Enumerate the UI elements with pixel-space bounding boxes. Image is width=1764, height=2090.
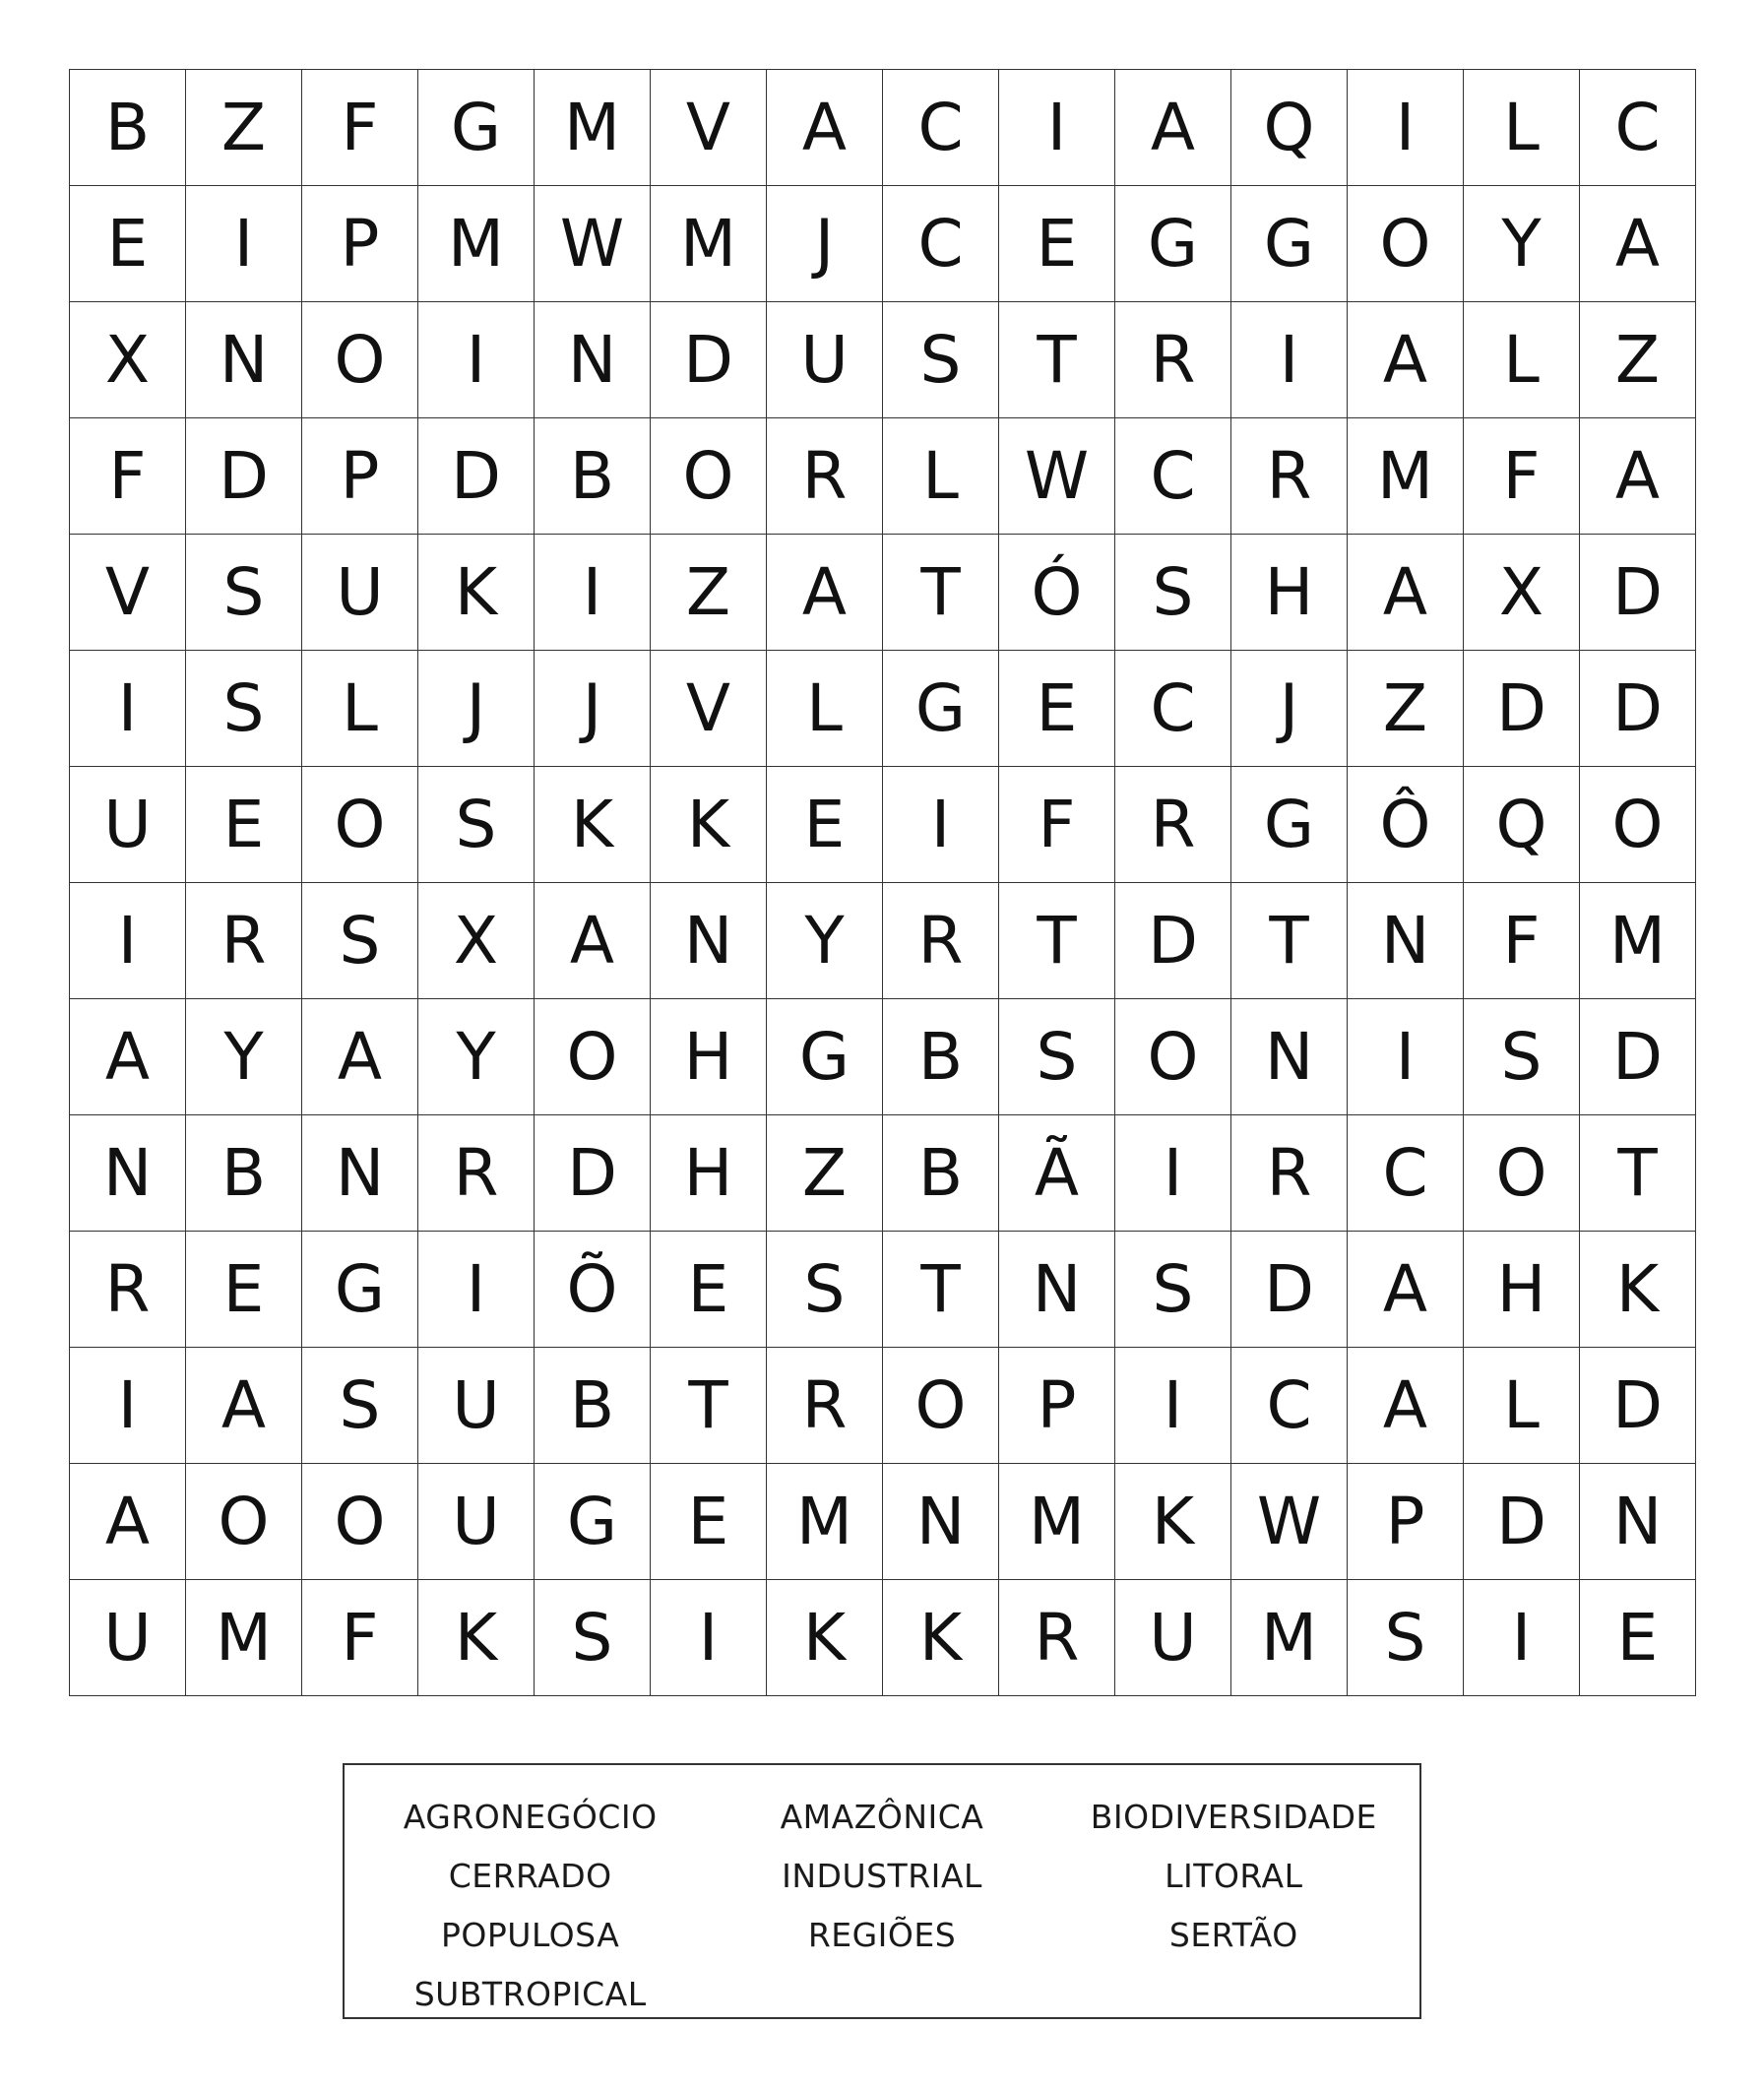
grid-cell[interactable]: F xyxy=(302,70,418,186)
grid-cell[interactable]: O xyxy=(883,1348,999,1464)
grid-cell[interactable]: N xyxy=(70,1115,186,1232)
grid-cell[interactable]: P xyxy=(999,1348,1115,1464)
grid-cell[interactable]: Y xyxy=(767,883,883,999)
grid-cell[interactable]: C xyxy=(883,186,999,302)
grid-cell[interactable]: D xyxy=(186,418,302,535)
grid-cell[interactable]: Y xyxy=(186,999,302,1115)
grid-cell[interactable]: J xyxy=(535,651,651,767)
grid-cell[interactable]: O xyxy=(302,767,418,883)
grid-cell[interactable]: V xyxy=(651,651,767,767)
grid-cell[interactable]: S xyxy=(1464,999,1580,1115)
grid-cell[interactable]: I xyxy=(70,651,186,767)
grid-cell[interactable]: D xyxy=(535,1115,651,1232)
grid-cell[interactable]: O xyxy=(302,1464,418,1580)
grid-cell[interactable]: D xyxy=(1115,883,1231,999)
grid-cell[interactable]: F xyxy=(302,1580,418,1696)
grid-cell[interactable]: G xyxy=(1115,186,1231,302)
grid-cell[interactable]: S xyxy=(302,1348,418,1464)
grid-cell[interactable]: R xyxy=(1115,767,1231,883)
grid-cell[interactable]: C xyxy=(1348,1115,1464,1232)
grid-cell[interactable]: R xyxy=(70,1232,186,1348)
grid-cell[interactable]: I xyxy=(1115,1115,1231,1232)
grid-cell[interactable]: O xyxy=(302,302,418,418)
grid-cell[interactable]: E xyxy=(999,651,1115,767)
grid-cell[interactable]: Y xyxy=(418,999,535,1115)
grid-cell[interactable]: U xyxy=(418,1464,535,1580)
grid-cell[interactable]: X xyxy=(418,883,535,999)
grid-cell[interactable]: M xyxy=(186,1580,302,1696)
grid-cell[interactable]: K xyxy=(418,535,535,651)
grid-cell[interactable]: S xyxy=(999,999,1115,1115)
grid-cell[interactable]: D xyxy=(418,418,535,535)
grid-cell[interactable]: A xyxy=(1348,302,1464,418)
grid-cell[interactable]: P xyxy=(1348,1464,1464,1580)
grid-cell[interactable]: K xyxy=(418,1580,535,1696)
grid-cell[interactable]: T xyxy=(999,883,1115,999)
grid-cell[interactable]: I xyxy=(651,1580,767,1696)
grid-cell[interactable]: Õ xyxy=(535,1232,651,1348)
grid-cell[interactable]: E xyxy=(999,186,1115,302)
grid-cell[interactable]: A xyxy=(1348,1232,1464,1348)
grid-cell[interactable]: U xyxy=(767,302,883,418)
grid-cell[interactable]: P xyxy=(302,418,418,535)
grid-cell[interactable]: S xyxy=(1115,535,1231,651)
grid-cell[interactable]: T xyxy=(1231,883,1348,999)
grid-cell[interactable]: W xyxy=(535,186,651,302)
grid-cell[interactable]: R xyxy=(1231,1115,1348,1232)
grid-cell[interactable]: C xyxy=(883,70,999,186)
grid-cell[interactable]: I xyxy=(883,767,999,883)
grid-cell[interactable]: T xyxy=(1580,1115,1696,1232)
grid-cell[interactable]: A xyxy=(767,535,883,651)
grid-cell[interactable]: O xyxy=(651,418,767,535)
word-list-item: BIODIVERSIDADE xyxy=(1090,1797,1377,1836)
grid-cell[interactable]: C xyxy=(1115,418,1231,535)
grid-cell[interactable]: E xyxy=(651,1232,767,1348)
grid-cell[interactable]: S xyxy=(186,651,302,767)
grid-cell[interactable]: Z xyxy=(651,535,767,651)
grid-cell[interactable]: Z xyxy=(186,70,302,186)
grid-cell[interactable]: G xyxy=(302,1232,418,1348)
grid-cell[interactable]: U xyxy=(70,767,186,883)
grid-cell[interactable]: H xyxy=(1464,1232,1580,1348)
grid-cell[interactable]: M xyxy=(535,70,651,186)
grid-cell[interactable]: K xyxy=(1115,1464,1231,1580)
word-list-item: LITORAL xyxy=(1165,1856,1303,1895)
grid-cell[interactable]: B xyxy=(883,1115,999,1232)
word-list-item: AMAZÔNICA xyxy=(780,1797,984,1836)
grid-cell[interactable]: D xyxy=(1580,651,1696,767)
grid-cell[interactable]: T xyxy=(999,302,1115,418)
word-list-item: SERTÃO xyxy=(1168,1915,1298,1954)
grid-cell[interactable]: I xyxy=(1348,70,1464,186)
grid-cell[interactable]: G xyxy=(1231,767,1348,883)
grid-cell[interactable]: A xyxy=(70,999,186,1115)
grid-cell[interactable]: E xyxy=(767,767,883,883)
grid-cell[interactable]: R xyxy=(999,1580,1115,1696)
grid-cell[interactable]: M xyxy=(1580,883,1696,999)
grid-cell[interactable]: S xyxy=(418,767,535,883)
word-list-box xyxy=(343,1763,1421,2019)
grid-cell[interactable]: U xyxy=(70,1580,186,1696)
grid-cell[interactable]: D xyxy=(1464,651,1580,767)
grid-cell[interactable]: A xyxy=(70,1464,186,1580)
grid-cell[interactable]: R xyxy=(883,883,999,999)
grid-cell[interactable]: Ô xyxy=(1348,767,1464,883)
grid-cell[interactable]: A xyxy=(535,883,651,999)
grid-cell[interactable]: M xyxy=(767,1464,883,1580)
grid-cell[interactable]: C xyxy=(1231,1348,1348,1464)
grid-cell[interactable]: R xyxy=(1231,418,1348,535)
grid-cell[interactable]: U xyxy=(302,535,418,651)
word-list-item: CERRADO xyxy=(448,1856,612,1895)
grid-cell[interactable]: I xyxy=(535,535,651,651)
word-list-item: POPULOSA xyxy=(441,1915,620,1954)
grid-cell[interactable]: N xyxy=(1580,1464,1696,1580)
grid-cell[interactable]: G xyxy=(535,1464,651,1580)
grid-cell[interactable]: K xyxy=(651,767,767,883)
grid-cell[interactable]: N xyxy=(651,883,767,999)
grid-cell[interactable]: A xyxy=(186,1348,302,1464)
grid-cell[interactable]: L xyxy=(1464,1348,1580,1464)
grid-cell[interactable]: A xyxy=(767,70,883,186)
grid-cell[interactable]: F xyxy=(1464,418,1580,535)
grid-cell[interactable]: I xyxy=(1115,1348,1231,1464)
grid-cell[interactable]: L xyxy=(1464,302,1580,418)
grid-cell[interactable]: N xyxy=(1348,883,1464,999)
grid-cell[interactable]: R xyxy=(767,1348,883,1464)
grid-cell[interactable]: L xyxy=(302,651,418,767)
grid-cell[interactable]: U xyxy=(418,1348,535,1464)
grid-cell[interactable]: B xyxy=(70,70,186,186)
grid-cell[interactable]: F xyxy=(1464,883,1580,999)
grid-cell[interactable]: B xyxy=(883,999,999,1115)
grid-cell[interactable]: I xyxy=(1464,1580,1580,1696)
grid-cell[interactable]: L xyxy=(1464,70,1580,186)
grid-cell[interactable]: E xyxy=(186,767,302,883)
grid-cell[interactable]: P xyxy=(302,186,418,302)
word-list-item: INDUSTRIAL xyxy=(782,1856,982,1895)
grid-cell[interactable]: E xyxy=(70,186,186,302)
grid-cell[interactable]: S xyxy=(1348,1580,1464,1696)
grid-cell[interactable]: E xyxy=(186,1232,302,1348)
grid-cell[interactable]: T xyxy=(651,1348,767,1464)
grid-cell[interactable]: O xyxy=(1348,186,1464,302)
grid-cell[interactable]: O xyxy=(1464,1115,1580,1232)
grid-cell[interactable]: C xyxy=(1580,70,1696,186)
grid-cell[interactable]: D xyxy=(1580,1348,1696,1464)
grid-cell[interactable]: O xyxy=(1580,767,1696,883)
grid-cell[interactable]: Z xyxy=(1580,302,1696,418)
grid-cell[interactable]: S xyxy=(535,1580,651,1696)
grid-cell[interactable]: R xyxy=(418,1115,535,1232)
grid-cell[interactable]: A xyxy=(1348,535,1464,651)
grid-cell[interactable]: W xyxy=(999,418,1115,535)
grid-cell[interactable]: W xyxy=(1231,1464,1348,1580)
grid-cell[interactable]: H xyxy=(1231,535,1348,651)
grid-cell[interactable]: V xyxy=(70,535,186,651)
grid-cell[interactable]: Q xyxy=(1231,70,1348,186)
grid-cell[interactable]: M xyxy=(1348,418,1464,535)
grid-cell[interactable]: X xyxy=(1464,535,1580,651)
grid-cell[interactable]: N xyxy=(883,1464,999,1580)
grid-cell[interactable]: J xyxy=(767,186,883,302)
letter-grid xyxy=(69,69,1696,1696)
grid-cell[interactable]: A xyxy=(1580,418,1696,535)
grid-cell[interactable]: T xyxy=(883,535,999,651)
grid-cell[interactable]: H xyxy=(651,999,767,1115)
grid-cell[interactable]: M xyxy=(1231,1580,1348,1696)
grid-cell[interactable]: S xyxy=(302,883,418,999)
grid-cell[interactable]: Y xyxy=(1464,186,1580,302)
grid-cell[interactable]: D xyxy=(651,302,767,418)
grid-cell[interactable]: Q xyxy=(1464,767,1580,883)
grid-cell[interactable]: J xyxy=(1231,651,1348,767)
grid-cell[interactable]: D xyxy=(1464,1464,1580,1580)
grid-cell[interactable]: G xyxy=(883,651,999,767)
grid-cell[interactable]: S xyxy=(883,302,999,418)
grid-cell[interactable]: I xyxy=(999,70,1115,186)
grid-cell[interactable]: V xyxy=(651,70,767,186)
grid-cell[interactable]: M xyxy=(999,1464,1115,1580)
grid-cell[interactable]: G xyxy=(418,70,535,186)
grid-cell[interactable]: S xyxy=(1115,1232,1231,1348)
word-list-item: REGIÕES xyxy=(807,1915,957,1954)
grid-cell[interactable]: E xyxy=(651,1464,767,1580)
grid-cell[interactable]: B xyxy=(186,1115,302,1232)
grid-cell[interactable]: T xyxy=(883,1232,999,1348)
grid-cell[interactable]: N xyxy=(999,1232,1115,1348)
grid-cell[interactable]: I xyxy=(418,1232,535,1348)
grid-cell[interactable]: I xyxy=(70,1348,186,1464)
grid-cell[interactable]: R xyxy=(186,883,302,999)
grid-cell[interactable]: I xyxy=(418,302,535,418)
grid-cell[interactable]: K xyxy=(1580,1232,1696,1348)
grid-cell[interactable]: S xyxy=(186,535,302,651)
grid-cell[interactable]: Z xyxy=(1348,651,1464,767)
grid-cell[interactable]: A xyxy=(1115,70,1231,186)
grid-cell[interactable]: N xyxy=(1231,999,1348,1115)
grid-cell[interactable]: K xyxy=(767,1580,883,1696)
grid-cell[interactable]: A xyxy=(1580,186,1696,302)
grid-cell[interactable]: I xyxy=(70,883,186,999)
grid-cell[interactable]: O xyxy=(1115,999,1231,1115)
grid-cell[interactable]: I xyxy=(1348,999,1464,1115)
grid-cell[interactable]: R xyxy=(1115,302,1231,418)
grid-cell[interactable]: Ã xyxy=(999,1115,1115,1232)
grid-cell[interactable]: M xyxy=(651,186,767,302)
grid-cell[interactable]: O xyxy=(535,999,651,1115)
grid-cell[interactable]: S xyxy=(767,1232,883,1348)
grid-cell[interactable]: A xyxy=(302,999,418,1115)
grid-cell[interactable]: M xyxy=(418,186,535,302)
grid-cell[interactable]: L xyxy=(767,651,883,767)
grid-cell[interactable]: G xyxy=(767,999,883,1115)
grid-cell[interactable]: X xyxy=(70,302,186,418)
grid-cell[interactable]: E xyxy=(1580,1580,1696,1696)
grid-cell[interactable]: R xyxy=(767,418,883,535)
grid-cell[interactable]: B xyxy=(535,418,651,535)
grid-cell[interactable]: A xyxy=(1348,1348,1464,1464)
grid-cell[interactable]: H xyxy=(651,1115,767,1232)
word-list-item: SUBTROPICAL xyxy=(413,1974,647,2013)
grid-cell[interactable]: U xyxy=(1115,1580,1231,1696)
grid-cell[interactable]: N xyxy=(535,302,651,418)
grid-cell[interactable]: N xyxy=(186,302,302,418)
grid-cell[interactable]: G xyxy=(1231,186,1348,302)
grid-cell[interactable]: B xyxy=(535,1348,651,1464)
grid-cell[interactable]: I xyxy=(1231,302,1348,418)
grid-cell[interactable]: O xyxy=(186,1464,302,1580)
grid-cell[interactable]: D xyxy=(1231,1232,1348,1348)
grid-cell[interactable]: I xyxy=(186,186,302,302)
grid-cell[interactable]: K xyxy=(883,1580,999,1696)
grid-cell[interactable]: Ó xyxy=(999,535,1115,651)
grid-cell[interactable]: D xyxy=(1580,535,1696,651)
grid-cell[interactable]: L xyxy=(883,418,999,535)
grid-cell[interactable]: J xyxy=(418,651,535,767)
grid-cell[interactable]: F xyxy=(999,767,1115,883)
grid-cell[interactable]: K xyxy=(535,767,651,883)
grid-cell[interactable]: F xyxy=(70,418,186,535)
grid-cell[interactable]: N xyxy=(302,1115,418,1232)
grid-cell[interactable]: Z xyxy=(767,1115,883,1232)
word-list-item: AGRONEGÓCIO xyxy=(403,1797,658,1836)
grid-cell[interactable]: D xyxy=(1580,999,1696,1115)
grid-cell[interactable]: C xyxy=(1115,651,1231,767)
